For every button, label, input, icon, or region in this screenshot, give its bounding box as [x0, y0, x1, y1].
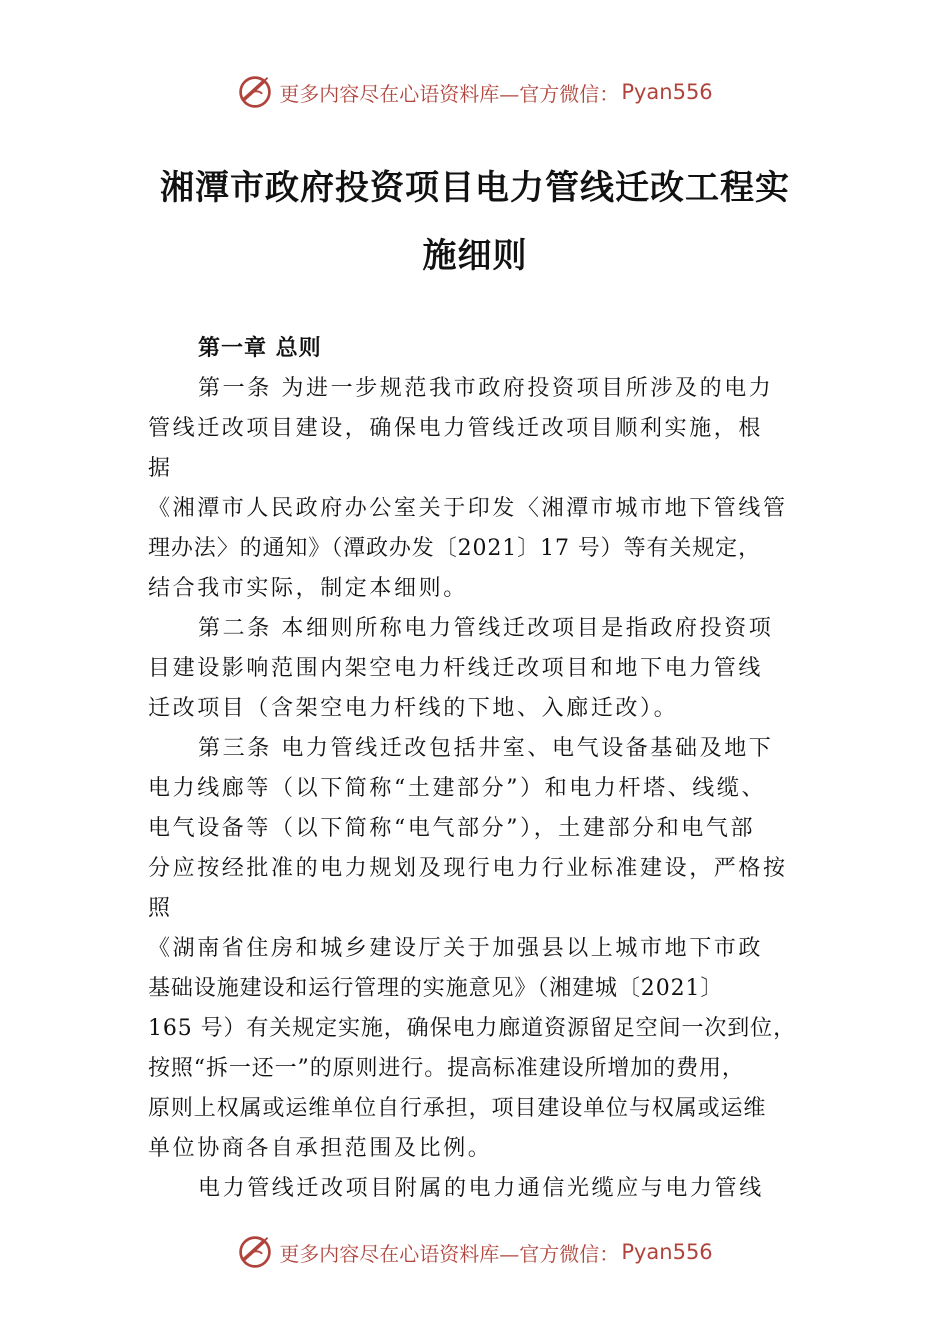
paragraph-line: 目建设影响范围内架空电力杆线迁改项目和地下电力管线 — [148, 656, 764, 681]
paragraph-line: 电力线廊等（以下简称“土建部分”）和电力杆塔、线缆、 — [148, 776, 767, 801]
logo-icon — [237, 1234, 273, 1270]
paragraph-line: 照 — [148, 896, 173, 921]
paragraph-line: 第二条 本细则所称电力管线迁改项目是指政府投资项 — [198, 616, 774, 641]
paragraph-line: 165 号）有关规定实施，确保电力廊道资源留足空间一次到位， — [148, 1016, 796, 1041]
paragraph-line: 管线迁改项目建设，确保电力管线迁改项目顺利实施，根 — [148, 416, 764, 441]
paragraph-line: 电气设备等（以下简称“电气部分”），土建部分和电气部 — [148, 816, 756, 841]
wechat-id: Pyan556 — [621, 80, 713, 104]
paragraph-line: 原则上权属或运维单位自行承担，项目建设单位与权属或运维 — [148, 1096, 767, 1121]
wechat-id: Pyan556 — [621, 1240, 713, 1264]
chapter-heading: 第一章 总则 — [198, 335, 322, 361]
paragraph-line: 电力管线迁改项目附属的电力通信光缆应与电力管线 — [198, 1176, 764, 1201]
watermark-text: 更多内容尽在心语资料库—官方微信： — [279, 1241, 620, 1266]
paragraph-line: 结合我市实际，制定本细则。 — [148, 576, 468, 601]
paragraph-line: 迁改项目（含架空电力杆线的下地、入廊迁改）。 — [148, 696, 679, 721]
paragraph-line: 理办法〉的通知》（潭政办发〔2021〕17 号）等有关规定， — [148, 536, 761, 561]
header-watermark — [0, 72, 950, 112]
paragraph-line: 单位协商各自承担范围及比例。 — [148, 1136, 493, 1161]
paragraph-line: 据 — [148, 456, 173, 481]
paragraph-line: 按照“拆一还一”的原则进行。提高标准建设所增加的费用， — [148, 1056, 745, 1081]
page-title-continued: 施细则 — [422, 236, 528, 276]
footer-watermark — [0, 1232, 950, 1272]
paragraph-line: 《湖南省住房和城乡建设厅关于加强县以上城市地下市政 — [148, 936, 764, 961]
logo-icon — [237, 74, 273, 110]
paragraph-line: 分应按经批准的电力规划及现行电力行业标准建设，严格按 — [148, 856, 788, 881]
paragraph-line: 《湘潭市人民政府办公室关于印发〈湘潭市城市地下管线管 — [148, 496, 788, 521]
page-title: 湘潭市政府投资项目电力管线迁改工程实 — [160, 168, 790, 208]
paragraph-line: 基础设施建设和运行管理的实施意见》（湘建城〔2021〕 — [148, 976, 724, 1001]
paragraph-line: 第三条 电力管线迁改包括井室、电气设备基础及地下 — [198, 736, 774, 761]
watermark-text: 更多内容尽在心语资料库—官方微信： — [279, 81, 620, 106]
paragraph-line: 第一条 为进一步规范我市政府投资项目所涉及的电力 — [198, 376, 774, 401]
